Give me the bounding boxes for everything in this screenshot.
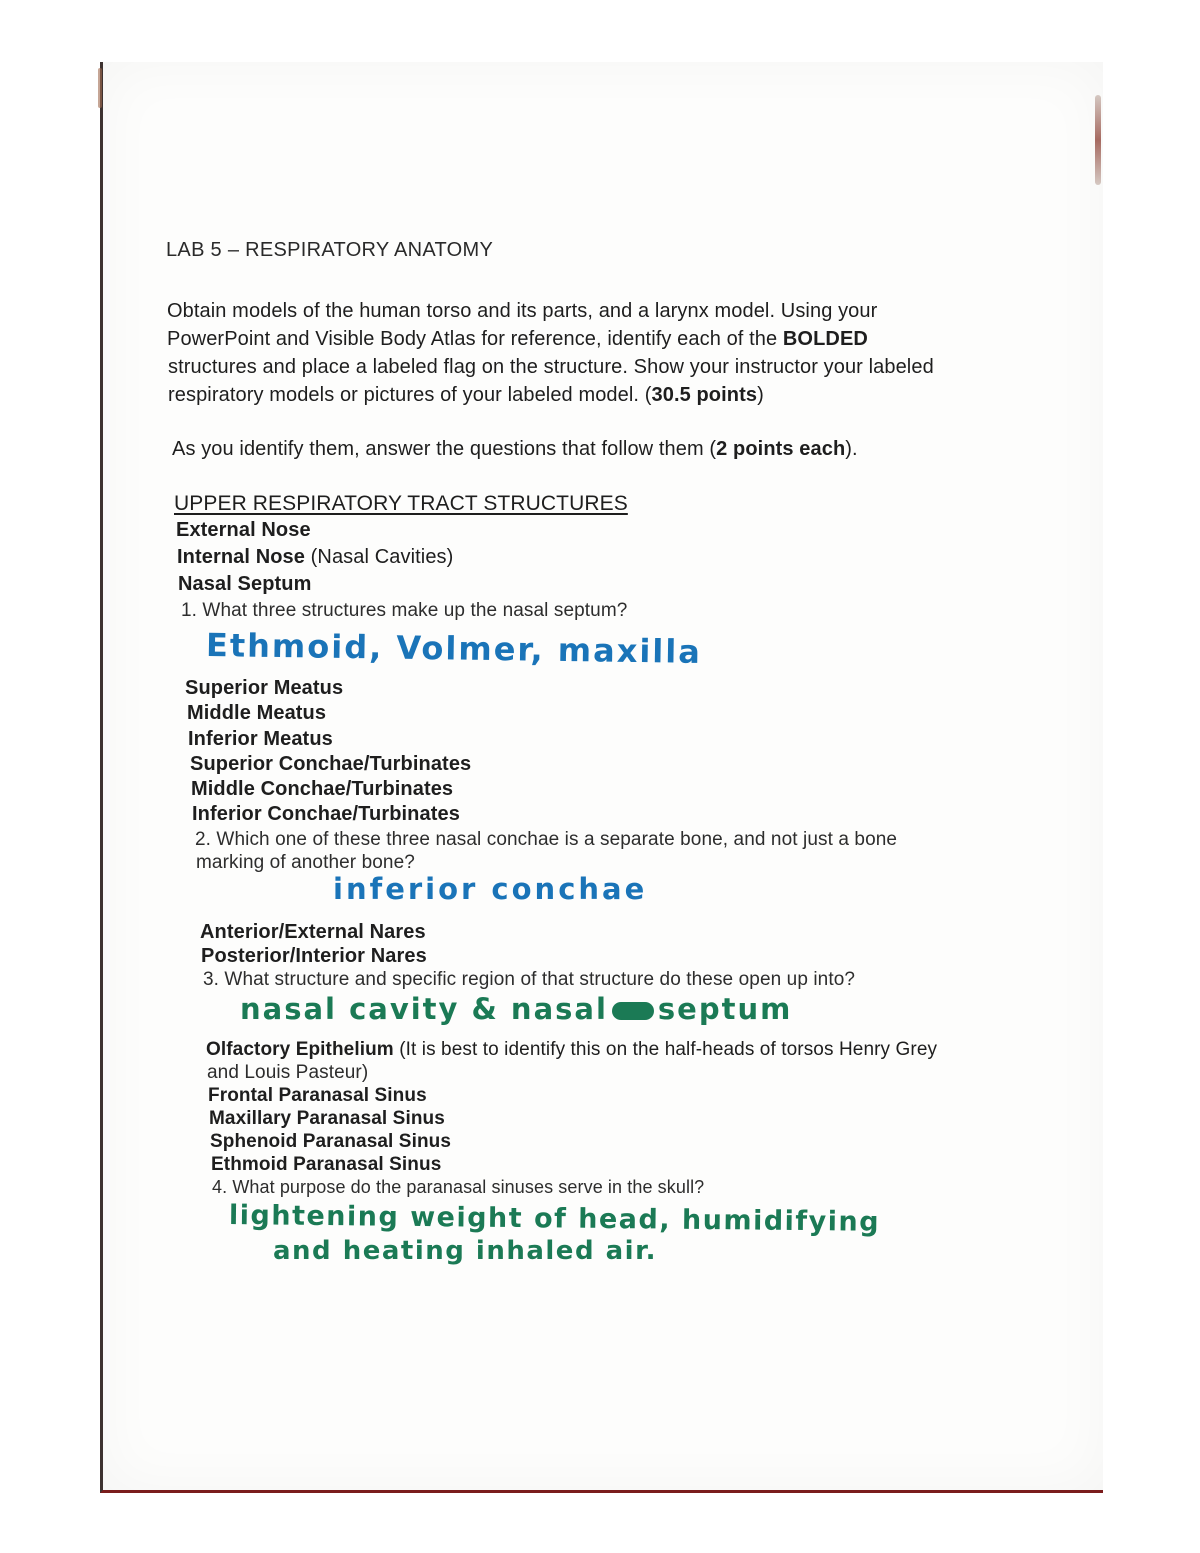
question-2-line-1: 2. Which one of these three nasal conchae is a separate bone, and not just a bone	[195, 829, 898, 850]
question-4: 4. What purpose do the paranasal sinuses serve in the skull?	[212, 1177, 705, 1197]
instruction-line: As you identify them, answer the questions that follow them (2 points each).	[172, 438, 858, 460]
structure-middle-meatus: Middle Meatus	[187, 702, 327, 724]
answer-4-line-2-handwritten: and heating inhaled air.	[273, 1236, 658, 1266]
intro-line-4: respiratory models or pictures of your labeled model. (30.5 points)	[168, 384, 764, 406]
structure-olfactory-epithelium: Olfactory Epithelium (It is best to identify this on the half-heads of torsos Henry Grey	[206, 1039, 938, 1060]
structure-maxillary-sinus: Maxillary Paranasal Sinus	[209, 1108, 445, 1129]
structure-inferior-meatus: Inferior Meatus	[188, 728, 333, 750]
structure-superior-conchae: Superior Conchae/Turbinates	[190, 753, 472, 775]
page-edge-mark	[1095, 95, 1101, 185]
page-corner-mark	[98, 68, 102, 108]
answer-2-handwritten: inferior conchae	[333, 872, 648, 906]
answer-3-part-1: nasal cavity & nasal	[240, 992, 608, 1026]
answer-1-handwritten: Ethmoid, Volmer, maxilla	[205, 626, 703, 671]
olfactory-note-continued: and Louis Pasteur)	[207, 1062, 369, 1083]
structure-frontal-sinus: Frontal Paranasal Sinus	[208, 1085, 427, 1106]
structure-external-nose: External Nose	[176, 519, 311, 541]
answer-4-line-1-handwritten: lightening weight of head, humidifying	[228, 1200, 881, 1238]
structure-nasal-septum: Nasal Septum	[178, 573, 312, 595]
structure-sphenoid-sinus: Sphenoid Paranasal Sinus	[210, 1131, 452, 1152]
structure-inferior-conchae: Inferior Conchae/Turbinates	[192, 803, 460, 825]
intro-line-3: structures and place a labeled flag on the structure. Show your instructor your labeled	[168, 356, 934, 378]
answer-3-handwritten	[240, 992, 792, 1026]
intro-line-2: PowerPoint and Visible Body Atlas for reference, identify each of the BOLDED	[167, 328, 868, 350]
intro-line-1: Obtain models of the human torso and its parts, and a larynx model. Using your	[167, 300, 878, 322]
structure-middle-conchae: Middle Conchae/Turbinates	[191, 778, 454, 800]
ink-scribble	[612, 1002, 654, 1020]
question-1: 1. What three structures make up the nasal septum?	[181, 600, 628, 621]
structure-internal-nose: Internal Nose (Nasal Cavities)	[177, 546, 454, 568]
answer-3-part-2: septum	[657, 992, 793, 1026]
structure-anterior-nares: Anterior/External Nares	[200, 921, 426, 943]
structure-superior-meatus: Superior Meatus	[185, 677, 344, 699]
section-heading: UPPER RESPIRATORY TRACT STRUCTURES	[174, 492, 628, 515]
structure-posterior-nares: Posterior/Interior Nares	[201, 945, 427, 967]
structure-ethmoid-sinus: Ethmoid Paranasal Sinus	[211, 1154, 442, 1175]
question-3: 3. What structure and specific region of that structure do these open up into?	[203, 969, 856, 990]
question-2-line-2: marking of another bone?	[196, 852, 415, 873]
page-title: LAB 5 – RESPIRATORY ANATOMY	[166, 239, 494, 261]
